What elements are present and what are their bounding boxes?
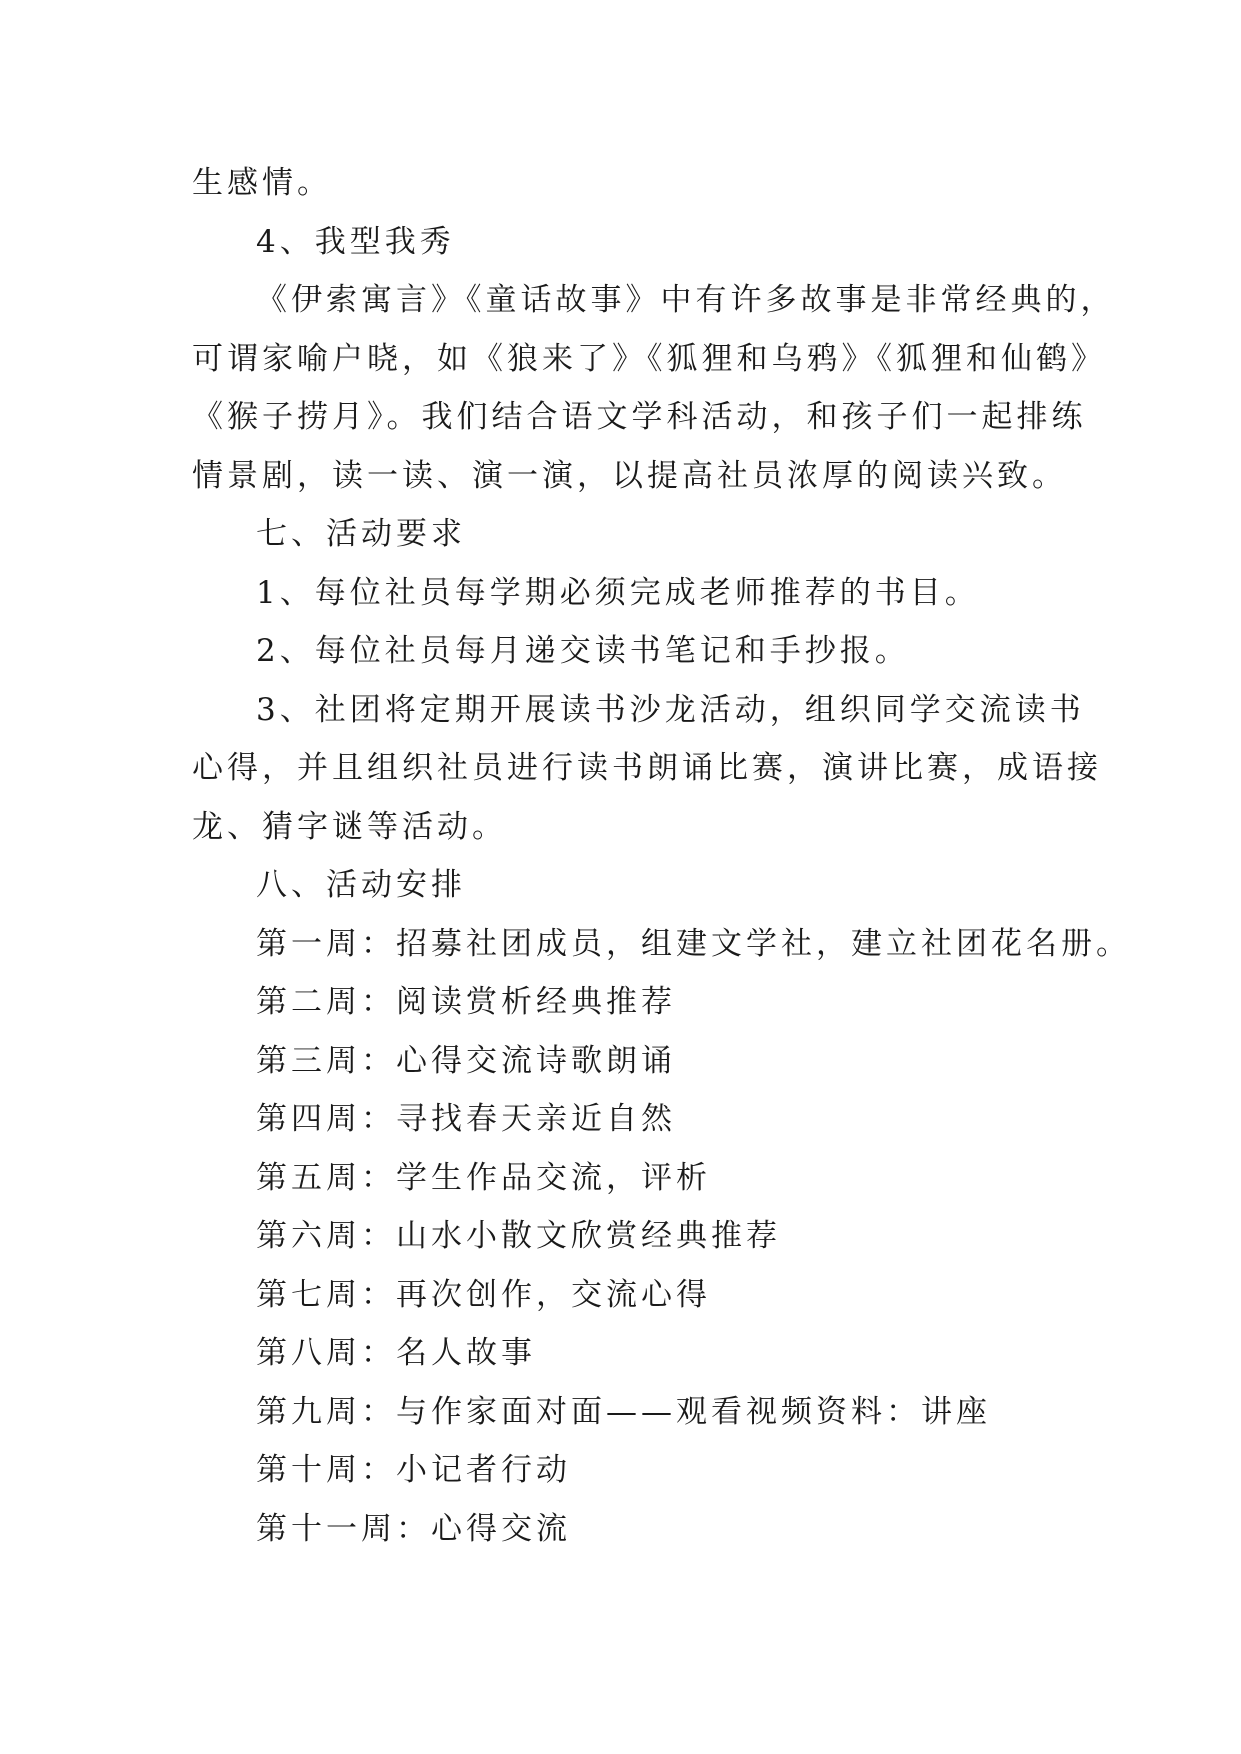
- paragraph-line: 生感情。: [192, 165, 332, 201]
- schedule-item: 第六周：山水小散文欣赏经典推荐: [256, 1218, 781, 1254]
- schedule-item: 第一周：招募社团成员，组建文学社，建立社团花名册。: [256, 925, 1131, 962]
- schedule-item: 第三周：心得交流诗歌朗诵: [256, 1042, 676, 1079]
- section-heading-line: 八、活动安排: [256, 867, 466, 903]
- paragraph-line: 情景剧，读一读、演一演，以提高社员浓厚的阅读兴致。: [192, 457, 1067, 494]
- paragraph-line: 龙、猜字谜等活动。: [192, 808, 507, 845]
- schedule-item: 第二周：阅读赏析经典推荐: [256, 984, 676, 1020]
- schedule-item: 第九周：与作家面对面——观看视频资料：讲座: [256, 1393, 991, 1430]
- section-heading-line: 七、活动要求: [256, 516, 466, 552]
- schedule-item: 第五周：学生作品交流，评析: [256, 1159, 711, 1196]
- schedule-item: 第四周：寻找春天亲近自然: [256, 1101, 676, 1137]
- requirement-item: 1、每位社员每学期必须完成老师推荐的书目。: [256, 574, 980, 611]
- paragraph-line: 心得，并且组织社员进行读书朗诵比赛，演讲比赛，成语接: [192, 750, 1102, 786]
- paragraph-line: 《猴子捞月》。我们结合语文学科活动，和孩子们一起排练: [192, 399, 1087, 435]
- schedule-item: 第八周：名人故事: [256, 1335, 536, 1371]
- document-body: [192, 154, 1131, 1558]
- requirement-item: 2、每位社员每月递交读书笔记和手抄报。: [256, 633, 910, 669]
- paragraph-line: 可谓家喻户晓，如《狼来了》《狐狸和乌鸦》《狐狸和仙鹤》: [192, 340, 1106, 377]
- section-heading-line: 4、我型我秀: [256, 223, 455, 260]
- schedule-item: 第七周：再次创作，交流心得: [256, 1276, 711, 1313]
- schedule-item: 第十一周：心得交流: [256, 1510, 571, 1547]
- paragraph-line: 《伊索寓言》《童话故事》中有许多故事是非常经典的，: [256, 282, 1116, 318]
- schedule-item: 第十周：小记者行动: [256, 1452, 571, 1488]
- requirement-item: 3、社团将定期开展读书沙龙活动，组织同学交流读书: [256, 691, 1085, 728]
